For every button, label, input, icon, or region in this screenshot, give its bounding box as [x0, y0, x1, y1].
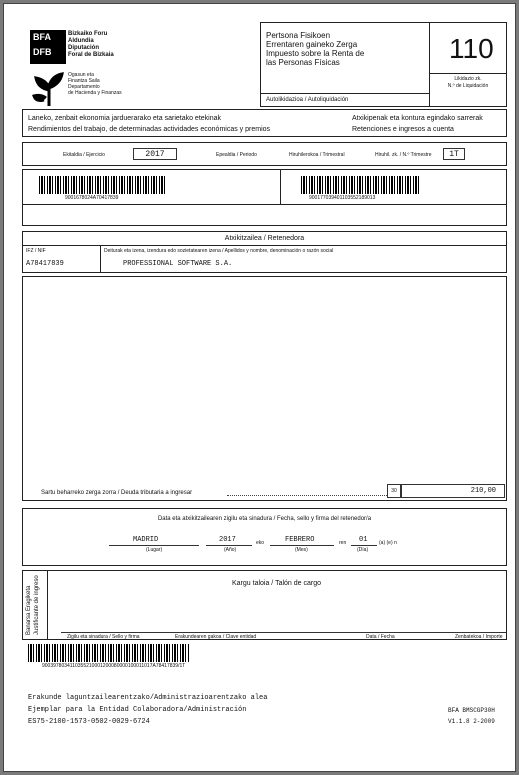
talon-col-sello: Zigilu eta sinadura / Sello y firma	[67, 634, 140, 640]
concepts-box	[22, 109, 507, 137]
footer-code-1: BFA BMSCGP30H	[448, 707, 495, 714]
mes-label: (Mes)	[295, 547, 308, 553]
org-line: Bizkaiko Foru	[68, 31, 108, 37]
trimestre-field[interactable]: 1T	[443, 148, 465, 160]
title-line: Errentaren gaineko Zerga	[266, 40, 358, 49]
dept-line: Ogasun eta	[68, 72, 94, 78]
main-body-box	[22, 276, 507, 501]
firma-title: Data eta atxikitzailearen zigilu eta sinadura / Fecha, sello y firma del retenedor/a	[157, 516, 372, 522]
talon-box	[22, 570, 507, 640]
retenedor-title: Atxikitzailea / Retenedora	[224, 235, 305, 242]
org-line: Diputación	[68, 45, 99, 51]
lugar-label: (Lugar)	[146, 547, 163, 553]
dept-name	[68, 72, 122, 96]
dia-label: (Día)	[357, 547, 369, 553]
barcode-left	[39, 176, 167, 194]
talon-title: Kargu taloia / Talón de cargo	[232, 580, 321, 587]
form-page	[3, 3, 516, 772]
title-line: Impuesto sobre la Renta de	[266, 49, 365, 58]
org-name	[68, 31, 114, 59]
barcodes-box	[22, 169, 507, 226]
footer-line-2: Ejemplar para la Entidad Colaboradora/Administración	[28, 706, 247, 714]
ejercicio-label: Ekitaldia / Ejercicio	[63, 152, 105, 158]
dept-line: Finantza Saila	[68, 78, 100, 84]
org-line: Foral de Bizkaia	[68, 52, 114, 58]
firma-box	[22, 508, 507, 566]
an-label: (a) (e) n	[379, 540, 397, 546]
concept-right-1: Atxikipenak eta kontura egindako sarrerak	[352, 115, 483, 122]
name-label: Deiturak eta izena, izendura edo sozietatearen izena / Apellidos y nombre, denominación o razón social	[104, 248, 334, 254]
concept-left-2: Rendimientos del trabajo, de determinadas actividades económicas y premios	[28, 126, 271, 133]
deuda-amount-field[interactable]: 210,00	[401, 484, 505, 498]
mes-value[interactable]: FEBRERO	[285, 536, 315, 544]
nif-label: IFZ / NIF	[26, 248, 46, 254]
talon-col-entidad: Erakundearen gakoa / Clave entidad	[175, 634, 257, 640]
barcode-right	[301, 176, 419, 194]
name-value[interactable]: PROFESSIONAL SOFTWARE S.A.	[123, 260, 233, 268]
barcode-left-number: 9001678024A70417839	[65, 195, 119, 201]
model-number: 110	[449, 33, 494, 64]
talon-col-importe: Zenbatekoa / Importe	[455, 634, 503, 640]
model-label	[435, 76, 501, 90]
trimestral-label: Hiruhilerokoa / Trimestral	[289, 152, 345, 158]
trimestre-label: Hiruhil. zk. / N.º Trimestre	[375, 152, 432, 158]
talon-side-label	[25, 575, 41, 635]
nif-value[interactable]: A78417839	[26, 260, 64, 268]
footer-line-3: ES75-2100-1573-0502-0029-6724	[28, 718, 150, 726]
lugar-value[interactable]: MADRID	[133, 536, 159, 544]
ejercicio-field[interactable]: 2017	[133, 148, 177, 160]
barcode-bottom	[28, 644, 190, 662]
bfa-logo-icon	[30, 30, 66, 64]
dept-line: Departamento	[68, 84, 100, 90]
footer-line-1: Erakunde laguntzailearentzako/Administrazioarentzako alea	[28, 694, 268, 702]
deuda-code: 30	[387, 484, 401, 498]
barcode-right-number: 900177039401103552189013	[309, 195, 376, 201]
model-label-line: N.º de Liquidación	[447, 83, 489, 89]
dept-line: de Hacienda y Finanzas	[68, 90, 122, 96]
concept-right-2: Retenciones e ingresos a cuenta	[352, 126, 454, 133]
talon-col-fecha: Data / Fecha	[366, 634, 395, 640]
period-box	[22, 142, 507, 166]
tree-emblem-icon	[32, 66, 66, 108]
title-box	[260, 22, 507, 107]
logo-text-1: BFA	[33, 32, 51, 42]
footer-code-2: V1.1.8 2-2009	[448, 718, 495, 725]
form-title	[266, 31, 364, 67]
ren-label: ren	[339, 540, 347, 546]
org-line: Aldundia	[68, 38, 94, 44]
barcode-bottom-number: 9003978034110355210001200080000100011017A78417839/1T	[42, 663, 186, 669]
ano-value[interactable]: 2017	[219, 536, 236, 544]
title-line: Pertsona Fisikoen	[266, 31, 331, 40]
ano-label: (Año)	[224, 547, 237, 553]
periodo-label: Epealdia / Periodo	[216, 152, 257, 158]
talon-side-line: Justificante de ingreso	[34, 575, 40, 635]
talon-side-line: Banarsa Eragiketa	[26, 585, 32, 635]
eko-label: eko	[256, 540, 265, 546]
autoliquidacion-label: Autolikidazioa / Autoliquidación	[266, 97, 349, 103]
deuda-label: Sartu beharreko zerga zorra / Deuda tributaria a ingresar	[41, 490, 193, 496]
title-line: las Personas Físicas	[266, 58, 340, 67]
logo-text-2: DFB	[33, 47, 52, 57]
concept-left-1: Laneko, zenbait ekonomia jarduerarako eta sarietako etekinak	[28, 115, 222, 122]
dia-value[interactable]: 01	[359, 536, 368, 544]
retenedor-box	[22, 231, 507, 273]
model-label-line: Likidazio zk.	[454, 76, 482, 82]
